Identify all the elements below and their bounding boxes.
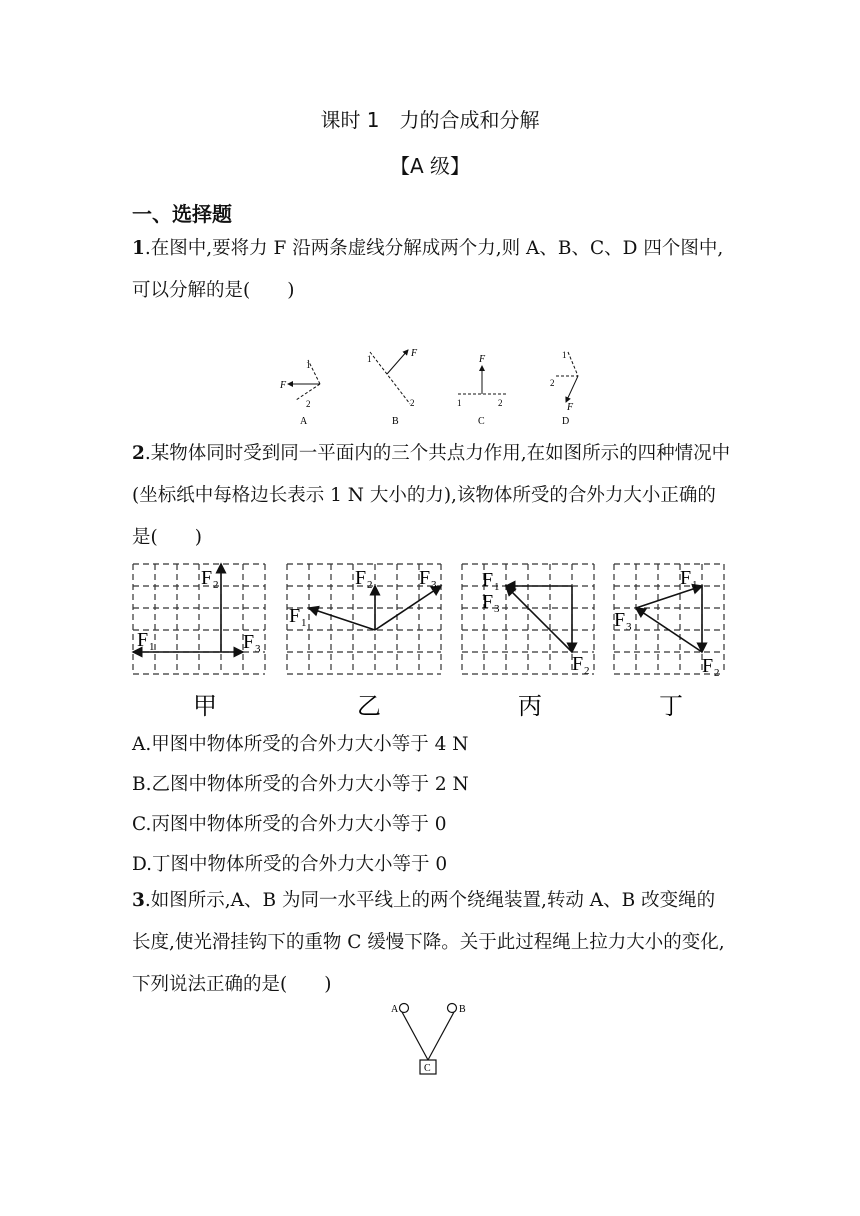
svg-text:1: 1 (149, 641, 155, 653)
question-1 (132, 228, 732, 312)
question-1-number: 1 (132, 238, 145, 259)
winch-a-icon (400, 1004, 409, 1013)
svg-text:2: 2 (410, 398, 415, 408)
svg-text:F: F (243, 631, 255, 653)
grid-label-bing: 丙 (518, 692, 542, 720)
grid-ding (614, 564, 724, 720)
q2-option-c[interactable]: C.丙图中物体所受的合外力大小等于 0 (132, 814, 447, 835)
q2-option-d[interactable]: D.丁图中物体所受的合外力大小等于 0 (132, 854, 448, 875)
svg-text:2: 2 (213, 579, 219, 591)
svg-text:F: F (572, 653, 584, 675)
svg-text:F: F (482, 591, 494, 613)
svg-text:1: 1 (562, 350, 567, 360)
q1-diagram-d (550, 350, 578, 427)
question-3-text: .如图所示,A、B 为同一水平线上的两个绕绳装置,转动 A、B 改变绳的长度,使光滑挂钩下的重物 C 缓慢下降。关于此过程绳上拉力大小的变化,下列说法正确的是( ) (132, 890, 725, 995)
svg-text:1: 1 (367, 354, 372, 364)
q1-diagram-c (457, 354, 506, 427)
svg-text:1: 1 (692, 579, 698, 591)
q3-figure (385, 998, 475, 1082)
question-3 (132, 880, 732, 1006)
svg-text:F: F (419, 567, 431, 589)
svg-text:2: 2 (584, 665, 590, 677)
svg-text:F: F (567, 402, 574, 413)
svg-text:F: F (680, 567, 692, 589)
svg-text:C: C (424, 1063, 431, 1074)
question-2 (132, 433, 732, 559)
svg-text:D: D (562, 416, 570, 427)
question-2-number: 2 (132, 443, 145, 464)
svg-text:3: 3 (255, 643, 261, 655)
svg-text:F: F (280, 380, 287, 391)
svg-text:3: 3 (431, 579, 437, 591)
svg-text:F: F (411, 348, 418, 359)
svg-text:2: 2 (550, 378, 555, 388)
svg-text:A: A (300, 416, 308, 427)
q1-diagram-b (367, 348, 418, 427)
svg-text:F: F (479, 354, 486, 365)
q1-diagram-a (279, 360, 320, 427)
svg-text:2: 2 (714, 667, 720, 679)
q2-option-a[interactable]: A.甲图中物体所受的合外力大小等于 4 N (132, 734, 469, 755)
svg-text:2: 2 (367, 579, 373, 591)
svg-text:B: B (459, 1004, 466, 1015)
svg-text:F: F (702, 655, 714, 677)
level-heading: 【A 级】 (389, 154, 471, 178)
question-3-number: 3 (132, 890, 145, 911)
grid-label-jia: 甲 (193, 692, 217, 720)
svg-text:1: 1 (494, 581, 500, 593)
question-1-text: .在图中,要将力 F 沿两条虚线分解成两个力,则 A、B、C、D 四个图中,可以分解的是( ) (132, 238, 724, 301)
svg-text:F: F (614, 609, 626, 631)
question-2-text: .某物体同时受到同一平面内的三个共点力作用,在如图所示的四种情况中(坐标纸中每格边长表示 1 N 大小的力),该物体所受的合外力大小正确的是( ) (132, 443, 731, 548)
q2-figure (130, 560, 730, 720)
svg-text:F: F (289, 605, 301, 627)
section-title: 一、选择题 (132, 202, 232, 226)
svg-text:A: A (391, 1004, 399, 1015)
grid-jia (133, 564, 265, 720)
svg-text:F: F (355, 567, 367, 589)
page-title: 课时 1 力的合成和分解 (320, 108, 540, 132)
svg-text:2: 2 (306, 399, 311, 409)
svg-text:F: F (137, 629, 149, 651)
svg-text:1: 1 (306, 360, 311, 370)
svg-text:1: 1 (301, 617, 307, 629)
svg-text:2: 2 (498, 398, 503, 408)
winch-b-icon (448, 1004, 457, 1013)
grid-label-ding: 丁 (659, 692, 683, 720)
svg-text:3: 3 (494, 603, 500, 615)
grid-label-yi: 乙 (357, 692, 381, 720)
svg-text:F: F (201, 567, 213, 589)
grid-bing (462, 564, 594, 720)
svg-text:1: 1 (457, 398, 462, 408)
q1-figure (270, 340, 600, 430)
svg-text:C: C (478, 416, 485, 427)
q2-option-b[interactable]: B.乙图中物体所受的合外力大小等于 2 N (132, 774, 469, 795)
grid-yi (287, 564, 441, 720)
svg-text:F: F (482, 569, 494, 591)
svg-text:B: B (392, 416, 399, 427)
svg-text:3: 3 (626, 621, 632, 633)
